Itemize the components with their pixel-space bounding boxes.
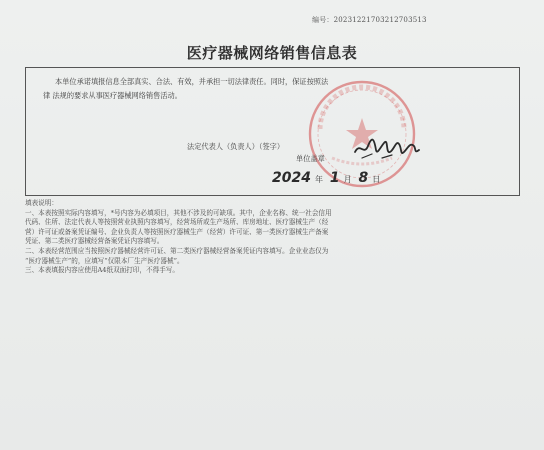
date-month: 1 — [329, 170, 340, 186]
date-day: 8 — [358, 170, 369, 186]
instruction-line: 二、本表经营范围应当按照医疗器械经营许可证、第二类医疗器械经营备案凭证内容填写。企业业态仅为 — [25, 246, 329, 255]
date-month-label: 月 — [343, 175, 352, 184]
instructions-heading: 填表说明： — [25, 199, 58, 207]
instruction-line: 一、本表按照实际内容填写，*号内容为必填项目，其他不涉及的可缺项。其中，企业名称、统一社会信用 — [25, 208, 332, 217]
pledge-line-2: 律 法规的要求从事医疗器械网络销售活动。 — [43, 90, 182, 100]
pledge-line-1: 本单位承诺填报信息全部真实、合法、有效，并承担一切法律责任。同时，保证按照法 — [55, 77, 329, 86]
instruction-line: 三、本表填报内容应使用A4纸双面打印，不得手写。 — [25, 266, 180, 275]
date-day-label: 日 — [372, 175, 381, 184]
instruction-line: 代码、住所、法定代表人等按照营业执照内容填写，经营场所或生产场所、库房地址、医疗器械生产（经 — [25, 218, 329, 227]
instruction-line: 营）许可证或备案凭证编号、企业负责人等按照医疗器械生产（经营）许可证、第一类医疗器械生产备案 — [25, 227, 329, 236]
pledge-text — [43, 75, 501, 102]
unit-seal-label: 单位盖章 — [296, 154, 325, 163]
handwritten-signature-icon — [352, 134, 422, 164]
instruction-line: 凭证、第二类医疗器械经营备案凭证内容填写。 — [25, 237, 164, 246]
date-year-label: 年 — [314, 175, 323, 184]
legal-representative-label: 法定代表人（负责人）（签字） — [187, 142, 285, 151]
serial-label: 编号： — [312, 16, 334, 24]
page-title: 医疗器械网络销售信息表 — [186, 44, 358, 62]
sign-date — [272, 170, 384, 186]
serial-number — [312, 15, 427, 25]
form-instructions — [25, 199, 520, 276]
instruction-line: “医疗器械生产”的，应填写“仅限本厂生产医疗器械”。 — [25, 256, 184, 265]
date-year: 2024 — [272, 170, 311, 186]
serial-value: 20231221703212703513 — [333, 16, 427, 24]
